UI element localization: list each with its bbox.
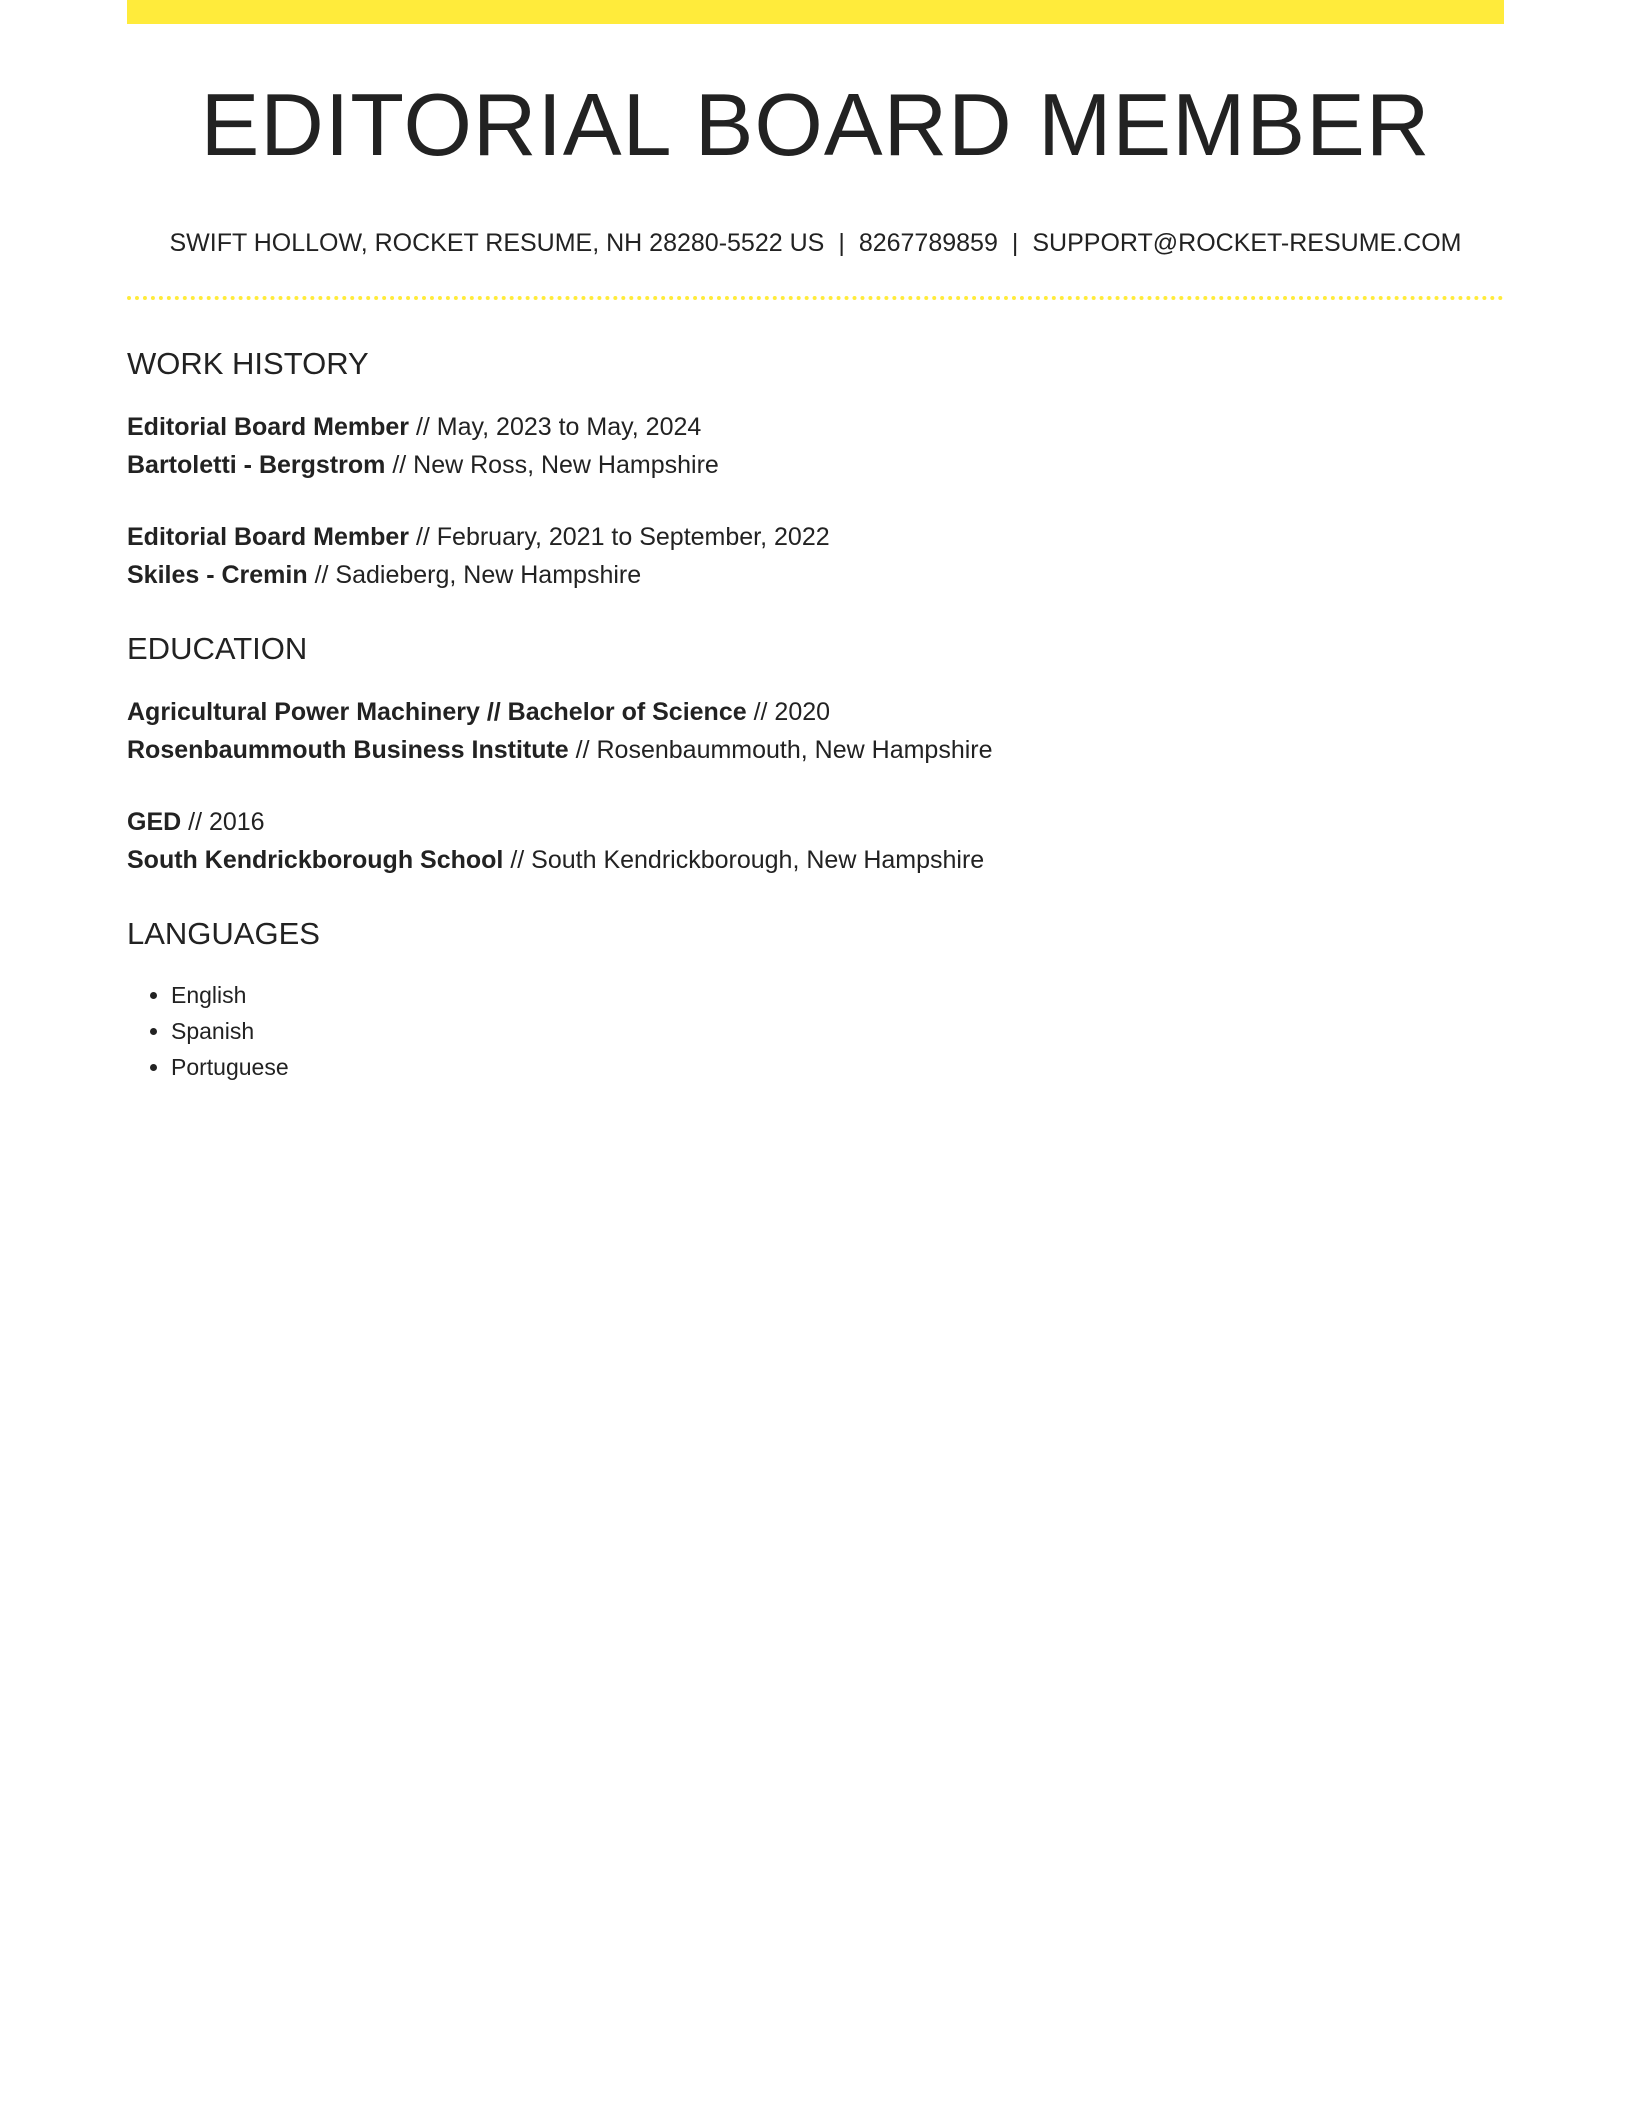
work-entry-line-2 [127, 556, 1504, 594]
work-entry-line-2 [127, 446, 1504, 484]
work-entry-line-1 [127, 518, 1504, 556]
education-year: // 2016 [181, 808, 265, 836]
education-year: // 2020 [746, 698, 831, 726]
contact-line [127, 229, 1504, 258]
contact-separator: | [838, 229, 845, 257]
work-entry-line-1 [127, 408, 1504, 446]
work-entry [127, 518, 1504, 594]
page-title: EDITORIAL BOARD MEMBER [200, 75, 1431, 174]
language-item: • Spanish [171, 1013, 1504, 1049]
language-item: • English [171, 977, 1504, 1013]
education-entry-line-1 [127, 693, 1504, 731]
education-degree: Agricultural Power Machinery // Bachelor of Science [127, 698, 747, 726]
education-heading: EDUCATION [127, 631, 308, 666]
contact-address: SWIFT HOLLOW, ROCKET RESUME, NH 28280-5522 US [169, 229, 825, 257]
work-role: Editorial Board Member [127, 523, 409, 551]
dotted-divider [127, 296, 1504, 300]
work-entry [127, 408, 1504, 484]
work-dates: // February, 2021 to September, 2022 [409, 523, 830, 551]
contact-email: SUPPORT@ROCKET-RESUME.COM [1032, 229, 1462, 257]
education-school: South Kendrickborough School [127, 846, 504, 874]
work-location: // Sadieberg, New Hampshire [307, 561, 642, 589]
education-location: // South Kendrickborough, New Hampshire [503, 846, 985, 874]
education-degree: GED [127, 808, 182, 836]
education-entry [127, 803, 1504, 879]
education-entry-line-1 [127, 803, 1504, 841]
education-school: Rosenbaummouth Business Institute [127, 736, 569, 764]
education-entry-line-2 [127, 841, 1504, 879]
work-company: Skiles - Cremin [127, 561, 308, 589]
contact-phone: 8267789859 [858, 229, 998, 257]
work-dates: // May, 2023 to May, 2024 [409, 413, 702, 441]
resume-page [127, 0, 1504, 1085]
accent-top-bar [127, 0, 1504, 24]
languages-list [127, 977, 1504, 1085]
contact-separator: | [1011, 229, 1019, 257]
education-entry [127, 693, 1504, 769]
education-location: // Rosenbaummouth, New Hampshire [568, 736, 993, 764]
education-entry-line-2 [127, 731, 1504, 769]
work-role: Editorial Board Member [127, 413, 409, 441]
work-location: // New Ross, New Hampshire [385, 451, 719, 479]
language-item: • Portuguese [171, 1049, 1504, 1085]
work-company: Bartoletti - Bergstrom [127, 451, 386, 479]
languages-heading: LANGUAGES [127, 916, 320, 951]
work-history-heading: WORK HISTORY [127, 346, 369, 381]
